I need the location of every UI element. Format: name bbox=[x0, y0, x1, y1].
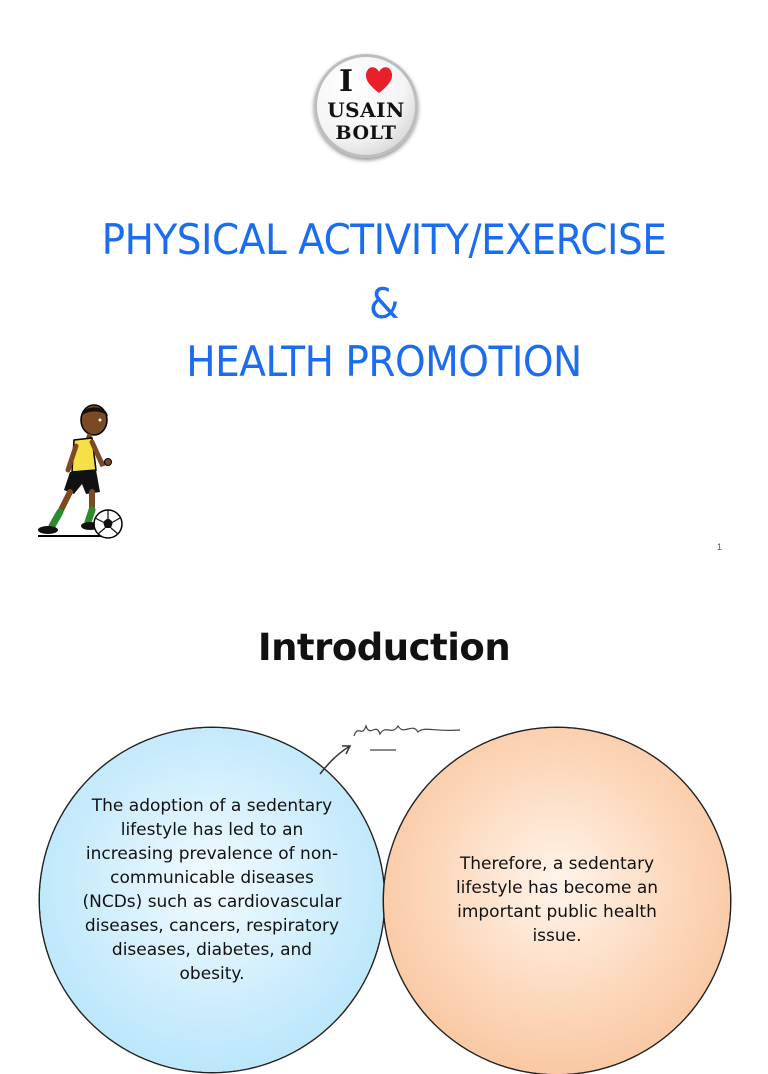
badge-bolt-text: BOLT bbox=[335, 122, 397, 144]
badge-i-text: I bbox=[339, 64, 354, 99]
title-line-1: PHYSICAL ACTIVITY/EXERCISE bbox=[101, 216, 667, 265]
title-line-3: HEALTH PROMOTION bbox=[186, 338, 582, 387]
slide-heading: Introduction bbox=[257, 626, 511, 669]
left-circle-text: The adoption of a sedentary lifestyle has led to an increasing prevalence of non-communicable diseases (NCDs) such as cardiovascular diseases, cancers, respiratory diseases, diabetes, and obesity. bbox=[82, 796, 342, 984]
introduction-slide bbox=[0, 576, 768, 1024]
title-line-2: & bbox=[369, 280, 399, 329]
page-number: 1 bbox=[716, 542, 722, 552]
soccer-player-illustration bbox=[34, 400, 130, 546]
right-circle-text: Therefore, a sedentary lifestyle has become an important public health issue. bbox=[455, 854, 659, 946]
handwritten-arrow-annotation bbox=[300, 716, 480, 776]
heart-icon bbox=[364, 66, 394, 94]
badge-usain-text: USAIN bbox=[327, 98, 405, 122]
usain-bolt-badge bbox=[314, 54, 418, 158]
